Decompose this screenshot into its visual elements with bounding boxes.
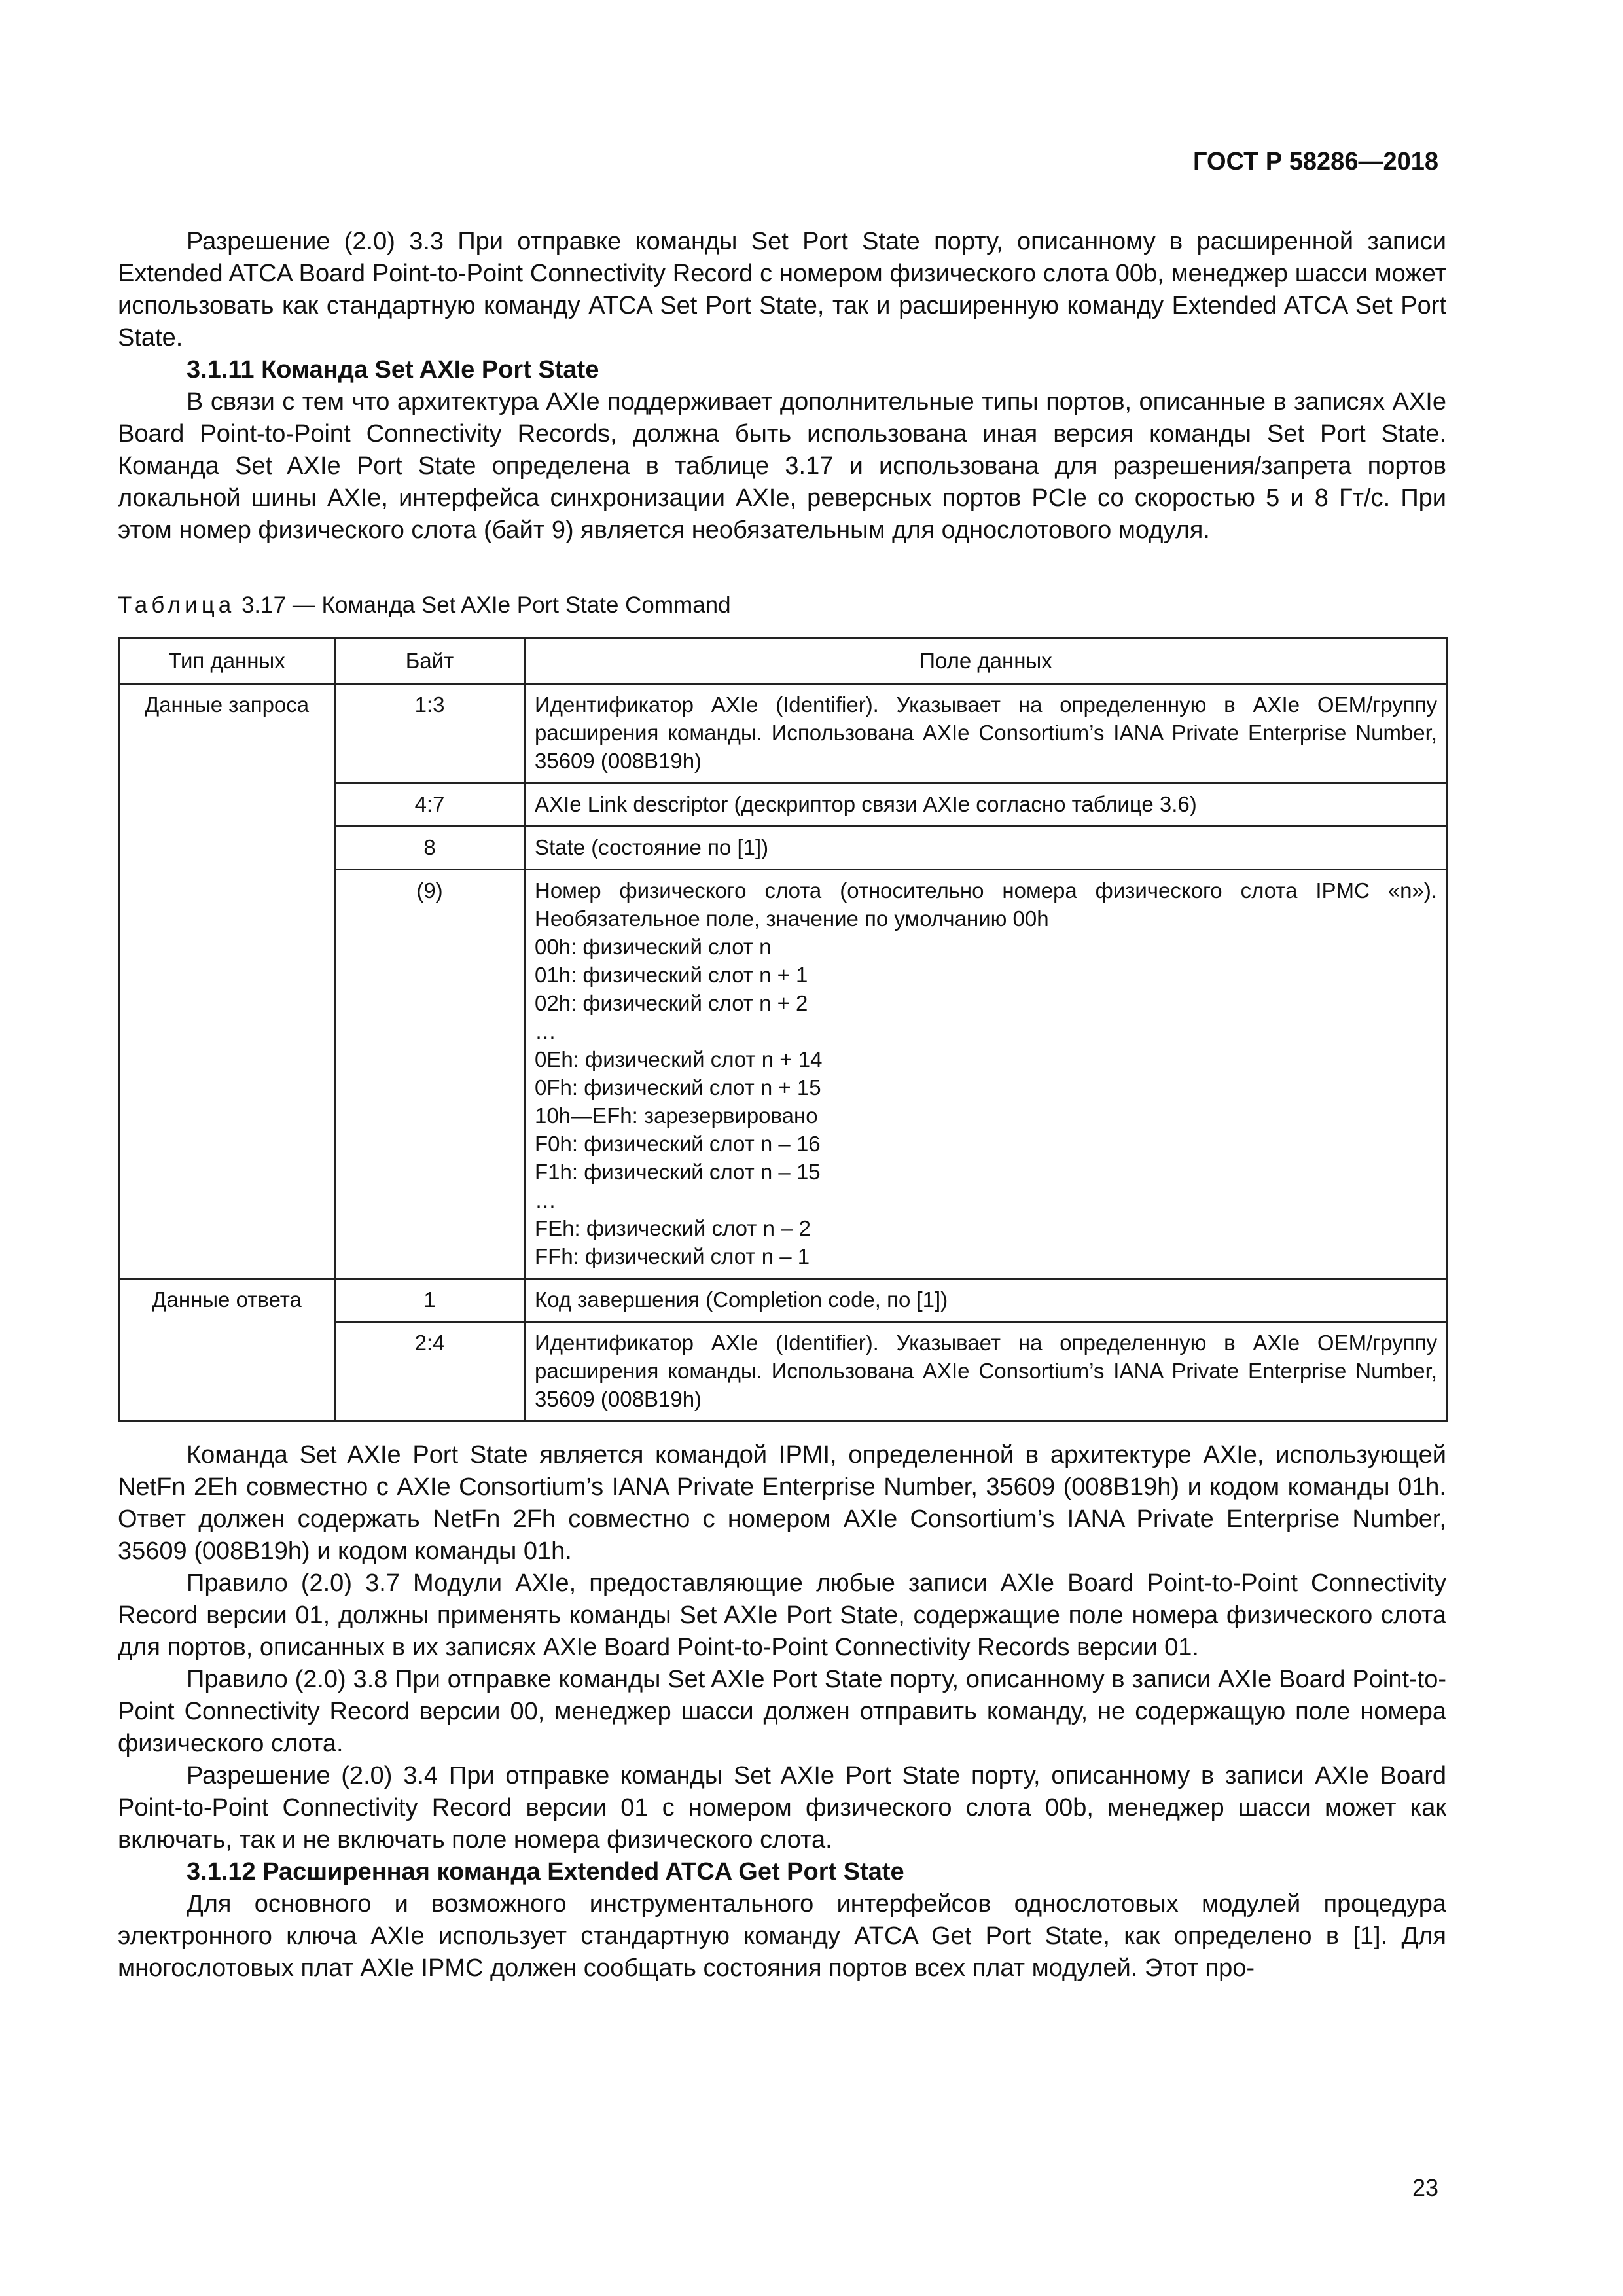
slot-line: F0h: физический слот n – 16	[535, 1132, 821, 1156]
header-data-type: Тип данных	[119, 638, 335, 684]
document-standard-header: ГОСТ Р 58286—2018	[1193, 148, 1438, 175]
slot-number-intro: Номер физического слота (относительно номера физического слота IPMC «n»). Необязательное поле, значение по умолчанию 00h	[535, 878, 1437, 931]
table-row	[119, 783, 1448, 827]
slot-line: 00h: физический слот n	[535, 935, 772, 959]
byte-cell: 4:7	[335, 783, 525, 827]
slot-line: FFh: физический слот n – 1	[535, 1244, 810, 1268]
table-caption	[118, 591, 1446, 620]
table-row	[119, 1322, 1448, 1422]
empty-cell	[119, 1322, 335, 1422]
table-row	[119, 1279, 1448, 1322]
paragraph-rule-3-7: Правило (2.0) 3.7 Модули AXIe, предоставляющие любые записи AXIe Board Point-to-Point Connectivity Record версии 01, должны применять команды Set AXIe Port State, содержащие поле номера физического слота для портов, описанных в их записях AXIe Board Point-to-Point Connectivity Records версии 01.	[118, 1570, 1446, 1661]
byte-cell: 1	[335, 1279, 525, 1322]
response-data-label	[119, 1279, 335, 1322]
command-table	[118, 637, 1448, 1422]
data-cell-link-descriptor: AXIe Link descriptor (дескриптор связи AXIe согласно таблице 3.6)	[525, 783, 1448, 827]
slot-line: F1h: физический слот n – 15	[535, 1160, 821, 1184]
table-caption-text: 3.17 — Команда Set AXIe Port State Command	[241, 592, 731, 618]
header-byte: Байт	[335, 638, 525, 684]
slot-line: 10h—EFh: зарезервировано	[535, 1103, 818, 1128]
response-data-label-text: Данные ответа	[152, 1287, 302, 1312]
page-number: 23	[1412, 2174, 1438, 2201]
section-heading-3-1-11: 3.1.11 Команда Set AXIe Port State	[187, 356, 599, 384]
data-cell-state: State (состояние по [1])	[525, 827, 1448, 870]
data-cell-identifier-response: Идентификатор AXIe (Identifier). Указывает на определенную в AXIe OEM/группу расширения команды. Использована AXIe Consortium’s IANA Private Enterprise Number, 35609 (008B19h)	[525, 1322, 1448, 1422]
paragraph-permission-3-3: Разрешение (2.0) 3.3 При отправке команды Set Port State порту, описанному в расширенной записи Extended ATCA Board Point-to-Point Connectivity Record с номером физического слота 00b, менеджер шасси может использовать как стандартную команду ATCA Set Port State, так и расширенную команду Extended ATCA Set Port State.	[118, 228, 1446, 351]
byte-cell: 8	[335, 827, 525, 870]
slot-line: 0Eh: физический слот n + 14	[535, 1047, 823, 1071]
empty-cell	[119, 827, 335, 870]
page-content	[118, 226, 1446, 1984]
table-row	[119, 870, 1448, 1279]
request-data-label-text: Данные запроса	[144, 692, 310, 717]
header-data-field: Поле данных	[525, 638, 1448, 684]
request-data-label	[119, 684, 335, 783]
table-row	[119, 827, 1448, 870]
empty-cell	[119, 783, 335, 827]
paragraph-axie-ports-intro: В связи с тем что архитектура AXIe поддерживает дополнительные типы портов, описанные в записях AXIe Board Point-to-Point Connectivity Records, должна быть использована иная версия команды Set Port State. Команда Set AXIe Port State определена в таблице 3.17 и использована для разрешения/запрета портов локальной шины AXIe, интерфейса синхронизации AXIe, реверсных портов PCIe со скоростью 5 и 8 Гт/с. При этом номер физического слота (байт 9) является необязательным для однослотового модуля.	[118, 388, 1446, 544]
table-row	[119, 684, 1448, 783]
data-cell-identifier: Идентификатор AXIe (Identifier). Указывает на определенную в AXIe OEM/группу расширения команды. Использована AXIe Consortium’s IANA Private Enterprise Number, 35609 (008B19h)	[525, 684, 1448, 783]
slot-line: …	[535, 1188, 556, 1212]
byte-cell: (9)	[335, 870, 525, 1279]
paragraph-permission-3-4: Разрешение (2.0) 3.4 При отправке команды Set AXIe Port State порту, описанному в записи AXIe Board Point-to-Point Connectivity Record версии 01 с номером физического слота 00b, менеджер шасси может как включать, так и не включать поле номера физического слота.	[118, 1762, 1446, 1854]
data-cell-completion-code: Код завершения (Completion code, по [1])	[525, 1279, 1448, 1322]
byte-cell: 2:4	[335, 1322, 525, 1422]
byte-cell: 1:3	[335, 684, 525, 783]
slot-line: 01h: физический слот n + 1	[535, 963, 808, 987]
slot-line: 02h: физический слот n + 2	[535, 991, 808, 1015]
section-heading-3-1-12: 3.1.12 Расширенная команда Extended ATCA Get Port State	[187, 1858, 904, 1886]
paragraph-get-port-state: Для основного и возможного инструментального интерфейсов однослотовых модулей процедура электронного ключа AXIe использует стандартную команду ATCA Get Port State, как определено в [1]. Для многослотовых плат AXIe IPMC должен сообщать состояния портов всех плат модулей. Этот про-	[118, 1890, 1446, 1982]
slot-line: …	[535, 1019, 556, 1043]
slot-line: FEh: физический слот n – 2	[535, 1216, 811, 1240]
empty-cell	[119, 870, 335, 1279]
data-cell-slot-number	[525, 870, 1448, 1279]
paragraph-rule-3-8: Правило (2.0) 3.8 При отправке команды Set AXIe Port State порту, описанному в записи AXIe Board Point-to-Point Connectivity Record версии 00, менеджер шасси должен отправить команду, не содержащую поле номера физического слота.	[118, 1666, 1446, 1757]
paragraph-ipmi-command: Команда Set AXIe Port State является командой IPMI, определенной в архитектуре AXIe, использующей NetFn 2Eh совместно с AXIe Consortium’s IANA Private Enterprise Number, 35609 (008B19h) и кодом команды 01h. Ответ должен содержать NetFn 2Fh совместно с номером AXIe Consortium’s IANA Private Enterprise Number, 35609 (008B19h) и кодом команды 01h.	[118, 1441, 1446, 1565]
table-header-row	[119, 638, 1448, 684]
table-caption-label: Таблица	[118, 592, 236, 618]
slot-line: 0Fh: физический слот n + 15	[535, 1075, 821, 1100]
